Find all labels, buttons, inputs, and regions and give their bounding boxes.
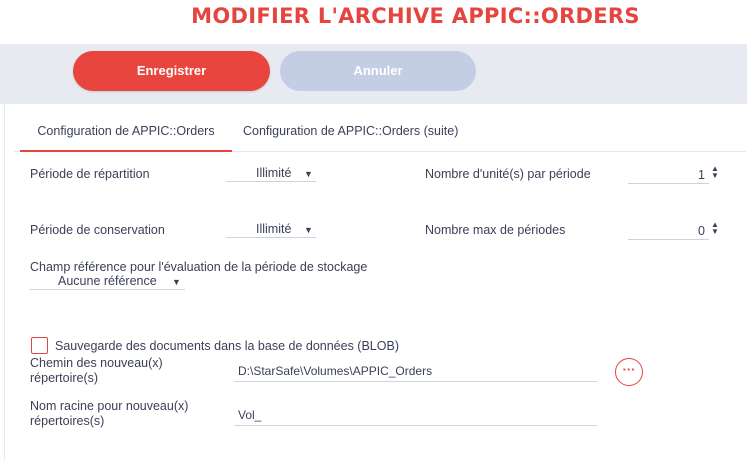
toolbar xyxy=(0,44,747,104)
cancel-button[interactable]: Annuler xyxy=(280,51,476,91)
root-name-input[interactable]: Vol_ xyxy=(234,404,597,426)
tab-configuration-suite[interactable]: Configuration de APPIC::Orders (suite) xyxy=(243,124,459,138)
save-button[interactable]: Enregistrer xyxy=(73,51,270,91)
conservation-select[interactable] xyxy=(226,222,316,238)
spinner-arrows-icon[interactable]: ▲ ▼ xyxy=(711,164,719,180)
caret-down-icon: ▼ xyxy=(304,225,313,235)
max-periods-input[interactable]: 0 xyxy=(628,221,709,240)
repartition-select[interactable] xyxy=(226,166,316,182)
path-label: Chemin des nouveau(x) répertoire(s) xyxy=(30,356,163,385)
blob-checkbox[interactable] xyxy=(31,337,48,354)
units-label: Nombre d'unité(s) par période xyxy=(425,167,591,181)
browse-button[interactable] xyxy=(615,358,643,386)
ref-field-value: Aucune référence xyxy=(58,274,157,288)
ref-field-label: Champ référence pour l'évaluation de la période de stockage xyxy=(30,260,368,274)
repartition-label: Période de répartition xyxy=(30,167,150,181)
root-name-label: Nom racine pour nouveau(x) répertoires(s) xyxy=(30,399,189,428)
path-input[interactable]: D:\StarSafe\Volumes\APPIC_Orders xyxy=(234,360,597,382)
form-panel xyxy=(4,104,747,460)
page-title: MODIFIER L'ARCHIVE APPIC::ORDERS xyxy=(191,4,640,28)
ref-field-select[interactable] xyxy=(30,274,185,290)
blob-label: Sauvegarde des documents dans la base de données (BLOB) xyxy=(55,339,399,353)
repartition-value: Illimité xyxy=(256,166,292,180)
tab-configuration[interactable]: Configuration de APPIC::Orders xyxy=(20,122,232,152)
units-input[interactable]: 1 xyxy=(628,165,709,184)
tab-bar xyxy=(14,122,746,152)
spinner-arrows-icon[interactable]: ▲ ▼ xyxy=(711,220,719,236)
max-periods-label: Nombre max de périodes xyxy=(425,223,566,237)
more-horizontal-icon: ··· xyxy=(622,362,636,377)
caret-down-icon: ▼ xyxy=(172,277,181,287)
conservation-value: Illimité xyxy=(256,222,292,236)
caret-down-icon: ▼ xyxy=(304,169,313,179)
conservation-label: Période de conservation xyxy=(30,223,165,237)
